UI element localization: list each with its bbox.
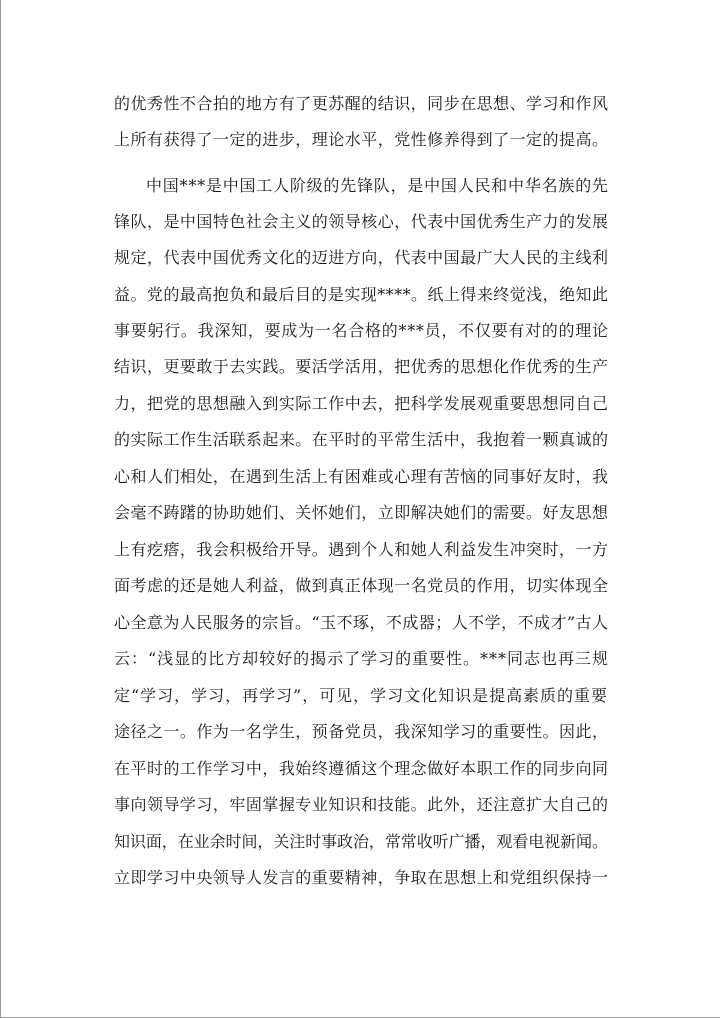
text-line: 中国***是中国工人阶级的先锋队，是中国人民和中华名族的先 [146, 176, 609, 195]
text-line: 定“学习，学习，再学习”，可见，学习文化知识是提高素质的重要 [114, 686, 608, 705]
text-line: 力，把党的思想融入到实际工作中去，把科学发展观重要思想同自己 [114, 394, 609, 413]
text-line: 的实际工作生活联系起来。在平时的平常生活中，我抱着一颗真诚的 [114, 430, 609, 449]
text-line: 在平时的工作学习中，我始终遵循这个理念做好本职工作的同步向同 [114, 759, 609, 778]
text-line: 途径之一。作为一名学生，预备党员，我深知学习的重要性。因此， [114, 722, 609, 741]
text-line: 立即学习中央领导人发言的重要精神，争取在思想上和党组织保持一 [114, 868, 609, 887]
text-line: 益。党的最高抱负和最后目的是实现****。纸上得来终觉浅，绝知此 [114, 285, 609, 304]
text-line: 心全意为人民服务的宗旨。“玉不琢，不成器；人不学，不成才”古人 [114, 613, 609, 632]
text-line: 上所有获得了一定的进步，理论水平，党性修养得到了一定的提高。 [114, 130, 609, 149]
text-line: 上有疙瘩，我会积极给开导。遇到个人和她人利益发生冲突时，一方 [114, 540, 609, 559]
text-line: 结识，更要敢于去实践。要活学活用，把优秀的思想化作优秀的生产 [114, 357, 609, 376]
text-line: 云：“浅显的比方却较好的揭示了学习的重要性。***同志也再三规 [114, 649, 609, 668]
text-line: 锋队，是中国特色社会主义的领导核心，代表中国优秀生产力的发展 [114, 212, 609, 231]
text-line: 事向领导学习，牢固掌握专业知识和技能。此外，还注意扩大自己的 [114, 795, 609, 814]
text-line: 会毫不踌躇的协助她们、关怀她们，立即解决她们的需要。好友思想 [114, 503, 609, 522]
text-line: 心和人们相处，在遇到生活上有困难或心理有苦恼的同事好友时，我 [114, 467, 609, 486]
text-line: 的优秀性不合拍的地方有了更苏醒的结识，同步在思想、学习和作风 [114, 94, 609, 113]
text-line: 知识面，在业余时间，关注时事政治，常常收听广播，观看电视新闻。 [114, 832, 608, 851]
text-line: 规定，代表中国优秀文化的迈进方向，代表中国最广大人民的主线利 [114, 248, 609, 267]
text-line: 面考虑的还是她人利益，做到真正体现一名党员的作用，切实体现全 [114, 576, 609, 595]
text-line: 事要躬行。我深知，要成为一名合格的***员，不仅要有对的的理论 [114, 321, 609, 340]
